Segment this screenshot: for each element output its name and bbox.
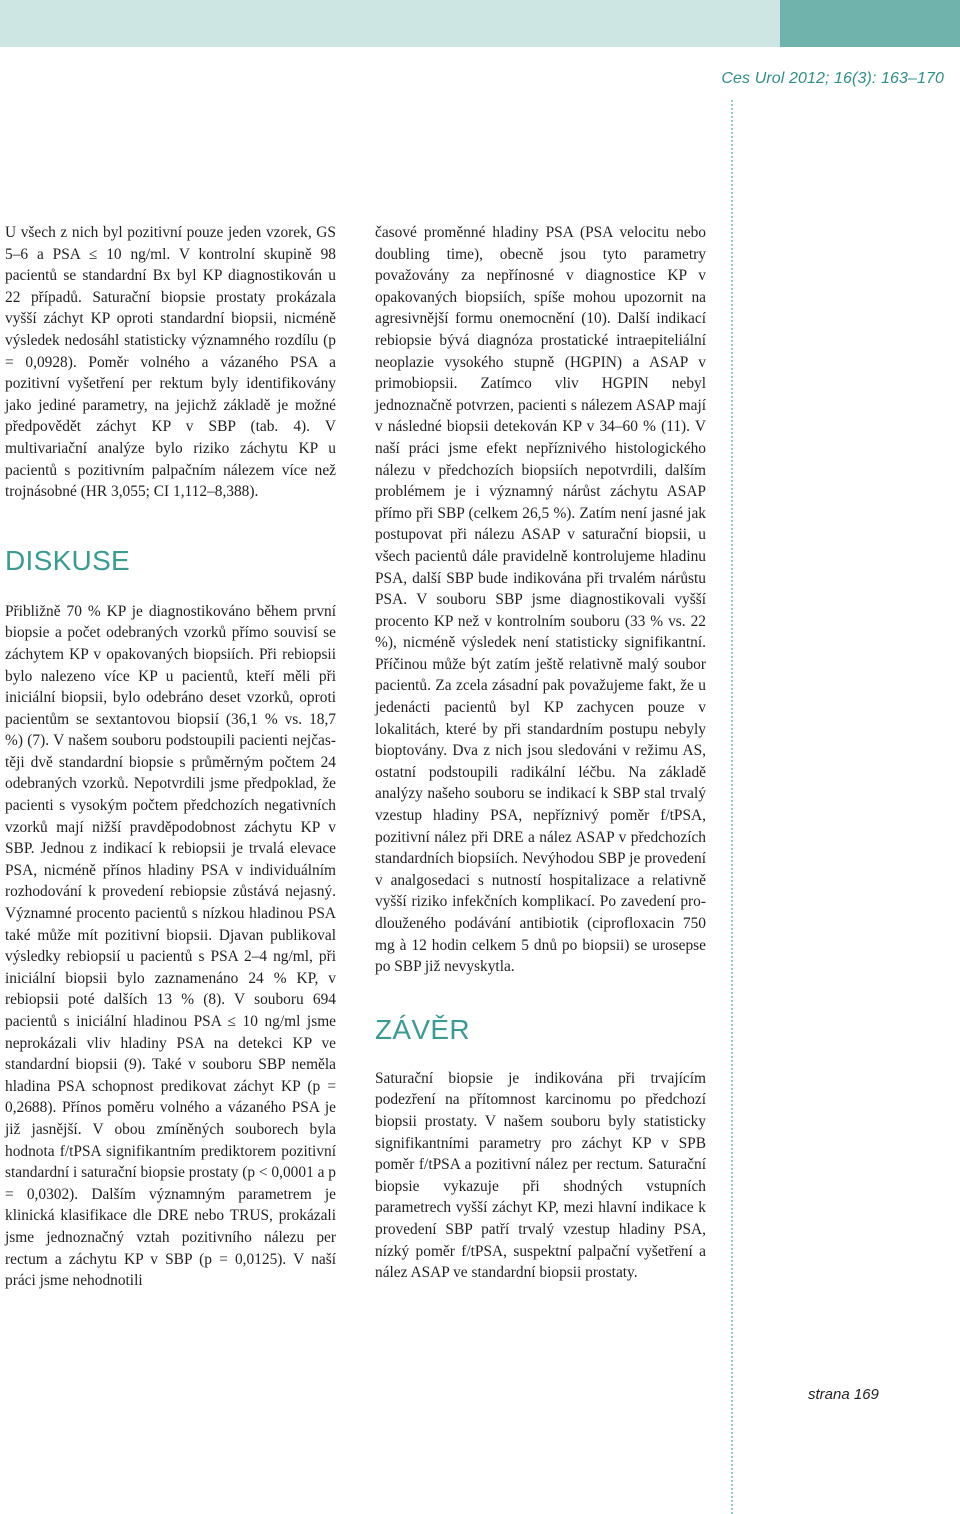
discussion-paragraph: Přibližně 70 % KP je diagnostikováno během první biopsie a počet odebraných vzorků přímo souvisí se záchytem KP v opakovaných biopsiích. Při rebiopsii bylo nalezeno více KP u pacientů, kteří měli při iniciální biopsii, bylo odebráno deset vzorků, oproti pacientům se sextantovou biopsií (36,1 % vs. 18,7 %) (7). V našem souboru podstoupili pacienti nejčastěji dvě standardní biopsie s průměrným počtem 24 odebraných vzorků. Nepotvrdili jsme předpoklad, že pacienti s vysokým počtem předchozích negativních vzorků mají nižší pravděpodobnost záchytu KP v SBP. Jednou z indikací k rebiopsii je trvalá elevace PSA, nicméně přínos hladiny PSA v individuálním rozhodování k provedení rebiopsie zůstává nejasný. Významné procento pacientů s nízkou hladinou PSA také může mít pozitivní biopsii. Djavan publikoval výsledky rebiopsií u pacientů s PSA 2–4 ng/ml, při iniciální biopsii bylo zaznamenáno 24 % KP, v rebiopsii poté dalších 13 % (8). V souboru 694 pacientů s iniciální hladinou PSA ≤ 10 ng/ml jsme neprokázali vliv hladiny PSA na detekci KP ve standardní biopsii (9). Také v souboru SBP neměla hladina PSA schopnost predikovat záchyt KP (p = 0,2688). Přínos poměru volného a vázaného PSA je již jasnější. V obou zmíněných souborech byla hodnota f/tPSA signifikantním prediktorem pozitivní standardní i saturační biopsie prostaty (p < 0,0001 a p = 0,0302). Dalším významným parametrem je klinická klasifikace dle DRE nebo TRUS, prokázali jsme jednoznačný vztah pozitivního nálezu per rectum a záchytu KP v SBP (p = 0,0125). V naší práci jsme nehodnotili	[5, 602, 336, 1290]
page-number: strana 169	[808, 1386, 879, 1403]
left-column	[5, 222, 336, 1292]
discussion-continuation-paragraph: časové proměnné hladiny PSA (PSA velocitu nebo doubling time), obecně jsou tyto parametry považovány za nepřínosné v diagnostice KP v opakovaných biopsiích, spíše mohou upozornit na agresivnější formu onemocnění (10). Další indikací rebiopsie bývá diagnóza prostatické intraepiteliální neoplazie vysokého stupně (HGPIN) a ASAP v primobiopsii. Zatímco vliv HGPIN nebyl jednoznačně potvrzen, pacienti s nálezem ASAP mají v následné biopsii detekován KP v 34–60 % (11). V naší práci jsme efekt nepříznivého histologického nálezu v předchozích biopsiích nepotvrdili, dalším problémem je i významný nárůst záchytu ASAP přímo při SBP (celkem 26,5 %). Zatím není jasné jak postupovat při nálezu ASAP v saturační biopsii, u všech pacientů dále pravidelně kontrolujeme hladinu PSA, další SBP bude indikována při trvalém nárůstu PSA. V souboru SBP jsme diagnostikovali vyšší procento KP než v kontrolním souboru (33 % vs. 22 %), nicméně výsledek není statisticky signifikantní. Příčinou může být zatím ještě relativně malý soubor pacientů. Za zcela zásadní pak považujeme fakt, že u jedenácti pacientů byl KP zachycen pouze v lokalitách, které by při standardním postupu nebyly bioptovány. Dva z nich jsou sledováni v režimu AS, ostatní podstoupili radikální léčbu. Na základě analýzy našeho souboru se indikací k SBP stal trvalý vzestup hladiny PSA, nepříznivý poměr f/tPSA, pozitivní nález při DRE a nález ASAP v předchozích standardních biopsiích. Nevýhodou SBP je provedení v analgosedaci s nutností hospitalizace a relativně vyšší riziko infekčních komplikací. Po zavedení prodlouženého podávání antibiotik (ciprofloxacin 750 mg à 12 hodin celkem 5 dnů po biopsii) se urosepse po SBP již nevyskytla.	[375, 224, 706, 976]
conclusion-paragraph: Saturační biopsie je indikována při trvajícím podezření na přítomnost karcinomu po předchozí biopsii prostaty. V našem souboru byly statisticky signifikantními parametry pro záchyt KP v SPB poměr f/tPSA a pozitivní nález per rectum. Saturační biopsie vykazuje při shodných vstupních parametrech vyšší záchyt KP, mezi hlavní indikace k provedení SBP patří trvalý vzestup hladiny PSA, nízký poměr f/tPSA, suspektní palpační vyšetření a nález ASAP ve standardní biopsii prostaty.	[375, 1069, 706, 1282]
heading-discussion: DISKUSE	[5, 544, 131, 576]
results-paragraph: U všech z nich byl pozitivní pouze jeden vzorek, GS 5–6 a PSA ≤ 10 ng/ml. V kontrolní skupině 98 pacientů se standardní Bx byl KP diagnostikován u 22 případů. Saturační biopsie prostaty prokázala vyšší záchyt KP oproti standardní biopsii, nicméně výsledek nedosáhl statisticky významného rozdílu (p = 0,0928). Poměr volného a vázaného PSA a pozitivní vyšetření per rektum byly identifikovány jako jediné parametry, na jejichž základě je možné předpovědět záchyt KP v SBP (tab. 4). V multivariační analýze bylo riziko záchytu KP u pacientů s pozitivním palpačním nálezem více než trojnásobné (HR 3,055; CI 1,112–8,388).	[5, 224, 336, 501]
heading-conclusion: ZÁVĚR	[375, 1013, 470, 1045]
dotted-divider	[731, 100, 733, 1514]
header-tab	[780, 0, 960, 47]
right-column	[375, 222, 706, 1284]
journal-reference: Ces Urol 2012; 16(3): 163–170	[721, 70, 944, 87]
